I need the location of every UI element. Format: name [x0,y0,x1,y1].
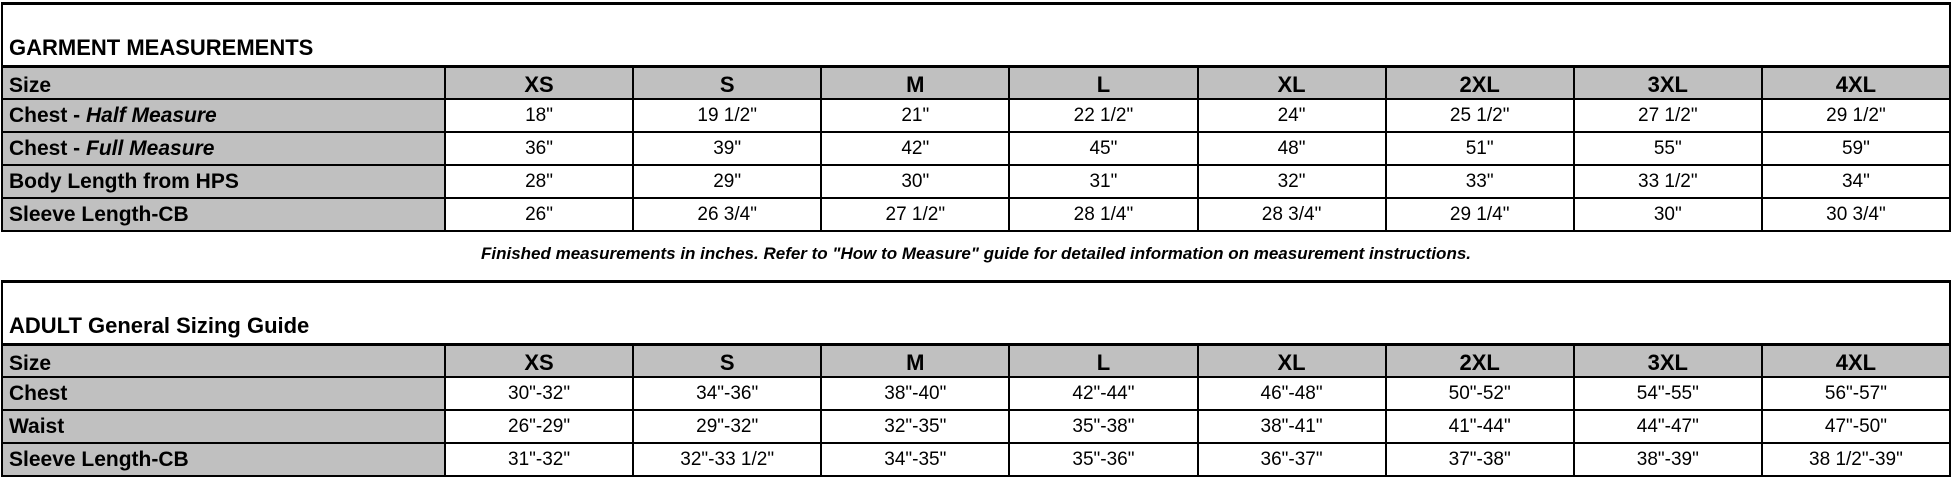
measurement-cell: 27 1/2" [1574,99,1762,132]
adult-sizing-guide-table [1,280,1951,477]
garment-measurements-section [0,2,1952,232]
measurement-cell: 31" [1009,165,1197,198]
row-label-text: Waist [9,414,65,438]
measurement-cell: 29 1/2" [1762,99,1950,132]
measurement-cell: 46"-48" [1198,377,1386,410]
table-row [2,198,1950,231]
measurement-cell: 42"-44" [1009,377,1197,410]
measurement-cell: 34"-36" [633,377,821,410]
size-header-label: Size [2,67,445,100]
garment-measurements-table [1,2,1951,232]
measurement-cell: 29"-32" [633,410,821,443]
size-column-header: L [1009,67,1197,100]
row-label [2,132,445,165]
measurement-cell: 25 1/2" [1386,99,1574,132]
measurement-cell: 38"-41" [1198,410,1386,443]
measurement-cell: 34"-35" [821,443,1009,476]
size-header-label: Size [2,345,445,378]
size-column-header: 3XL [1574,345,1762,378]
measurement-cell: 38"-40" [821,377,1009,410]
measurement-cell: 51" [1386,132,1574,165]
table-row [2,99,1950,132]
measurement-cell: 26" [445,198,633,231]
measurement-cell: 36" [445,132,633,165]
row-label [2,165,445,198]
measurement-cell: 24" [1198,99,1386,132]
measurement-cell: 45" [1009,132,1197,165]
size-column-header: 2XL [1386,67,1574,100]
adult-sizing-guide-title: ADULT General Sizing Guide [2,282,1950,345]
measurement-cell: 42" [821,132,1009,165]
size-column-header: 4XL [1762,67,1950,100]
measurement-cell: 29" [633,165,821,198]
measurement-cell: 18" [445,99,633,132]
measurement-cell: 50"-52" [1386,377,1574,410]
measurement-cell: 44"-47" [1574,410,1762,443]
measurement-cell: 36"-37" [1198,443,1386,476]
measurement-cell: 19 1/2" [633,99,821,132]
measurement-cell: 38 1/2"-39" [1762,443,1950,476]
measurement-cell: 31"-32" [445,443,633,476]
measurement-cell: 30"-32" [445,377,633,410]
measurement-cell: 39" [633,132,821,165]
size-column-header: 4XL [1762,345,1950,378]
measurement-cell: 54"-55" [1574,377,1762,410]
measurement-cell: 29 1/4" [1386,198,1574,231]
row-label-text: Chest - [9,103,87,127]
size-column-header: S [633,345,821,378]
measurement-cell: 38"-39" [1574,443,1762,476]
measurement-cell: 47"-50" [1762,410,1950,443]
table-row [2,132,1950,165]
measurement-cell: 30" [821,165,1009,198]
size-column-header: M [821,67,1009,100]
measurement-cell: 37"-38" [1386,443,1574,476]
measurement-cell: 34" [1762,165,1950,198]
row-label [2,99,445,132]
size-column-header: XL [1198,345,1386,378]
measurement-cell: 55" [1574,132,1762,165]
size-column-header: XS [445,67,633,100]
measurement-cell: 30 3/4" [1762,198,1950,231]
measurement-cell: 32"-35" [821,410,1009,443]
row-label-text: Sleeve Length-CB [9,447,189,471]
measurement-cell: 35"-38" [1009,410,1197,443]
measurement-cell: 26"-29" [445,410,633,443]
row-label-text: Chest [9,381,68,405]
row-label-qualifier: Half Measure [86,103,217,127]
row-label [2,410,445,443]
row-label [2,443,445,476]
measurement-cell: 28 3/4" [1198,198,1386,231]
measurement-cell: 59" [1762,132,1950,165]
size-column-header: M [821,345,1009,378]
row-label-text: Body Length from HPS [9,169,239,193]
row-label-text: Sleeve Length-CB [9,202,189,226]
measurement-footnote: Finished measurements in inches. Refer to "How to Measure" guide for detailed information on measurement instructions. [480,244,1472,263]
size-column-header: L [1009,345,1197,378]
row-label [2,198,445,231]
size-column-header: XL [1198,67,1386,100]
measurement-cell: 35"-36" [1009,443,1197,476]
measurement-cell: 22 1/2" [1009,99,1197,132]
size-header-row [2,67,1950,100]
table-row [2,443,1950,476]
table-row [2,410,1950,443]
measurement-cell: 30" [1574,198,1762,231]
size-column-header: S [633,67,821,100]
measurement-cell: 28" [445,165,633,198]
table-row [2,165,1950,198]
measurement-cell: 33" [1386,165,1574,198]
measurement-cell: 32" [1198,165,1386,198]
measurement-cell: 32"-33 1/2" [633,443,821,476]
size-column-header: 2XL [1386,345,1574,378]
measurement-cell: 26 3/4" [633,198,821,231]
measurement-cell: 28 1/4" [1009,198,1197,231]
size-column-header: XS [445,345,633,378]
measurement-cell: 41"-44" [1386,410,1574,443]
row-label-qualifier: Full Measure [86,136,215,160]
row-label [2,377,445,410]
adult-sizing-guide-section [0,280,1952,477]
table-row [2,377,1950,410]
size-header-row [2,345,1950,378]
garment-measurements-title: GARMENT MEASUREMENTS [2,4,1950,67]
measurement-cell: 21" [821,99,1009,132]
row-label-text: Chest - [9,136,87,160]
measurement-cell: 33 1/2" [1574,165,1762,198]
measurement-cell: 48" [1198,132,1386,165]
measurement-cell: 27 1/2" [821,198,1009,231]
size-column-header: 3XL [1574,67,1762,100]
measurement-cell: 56"-57" [1762,377,1950,410]
